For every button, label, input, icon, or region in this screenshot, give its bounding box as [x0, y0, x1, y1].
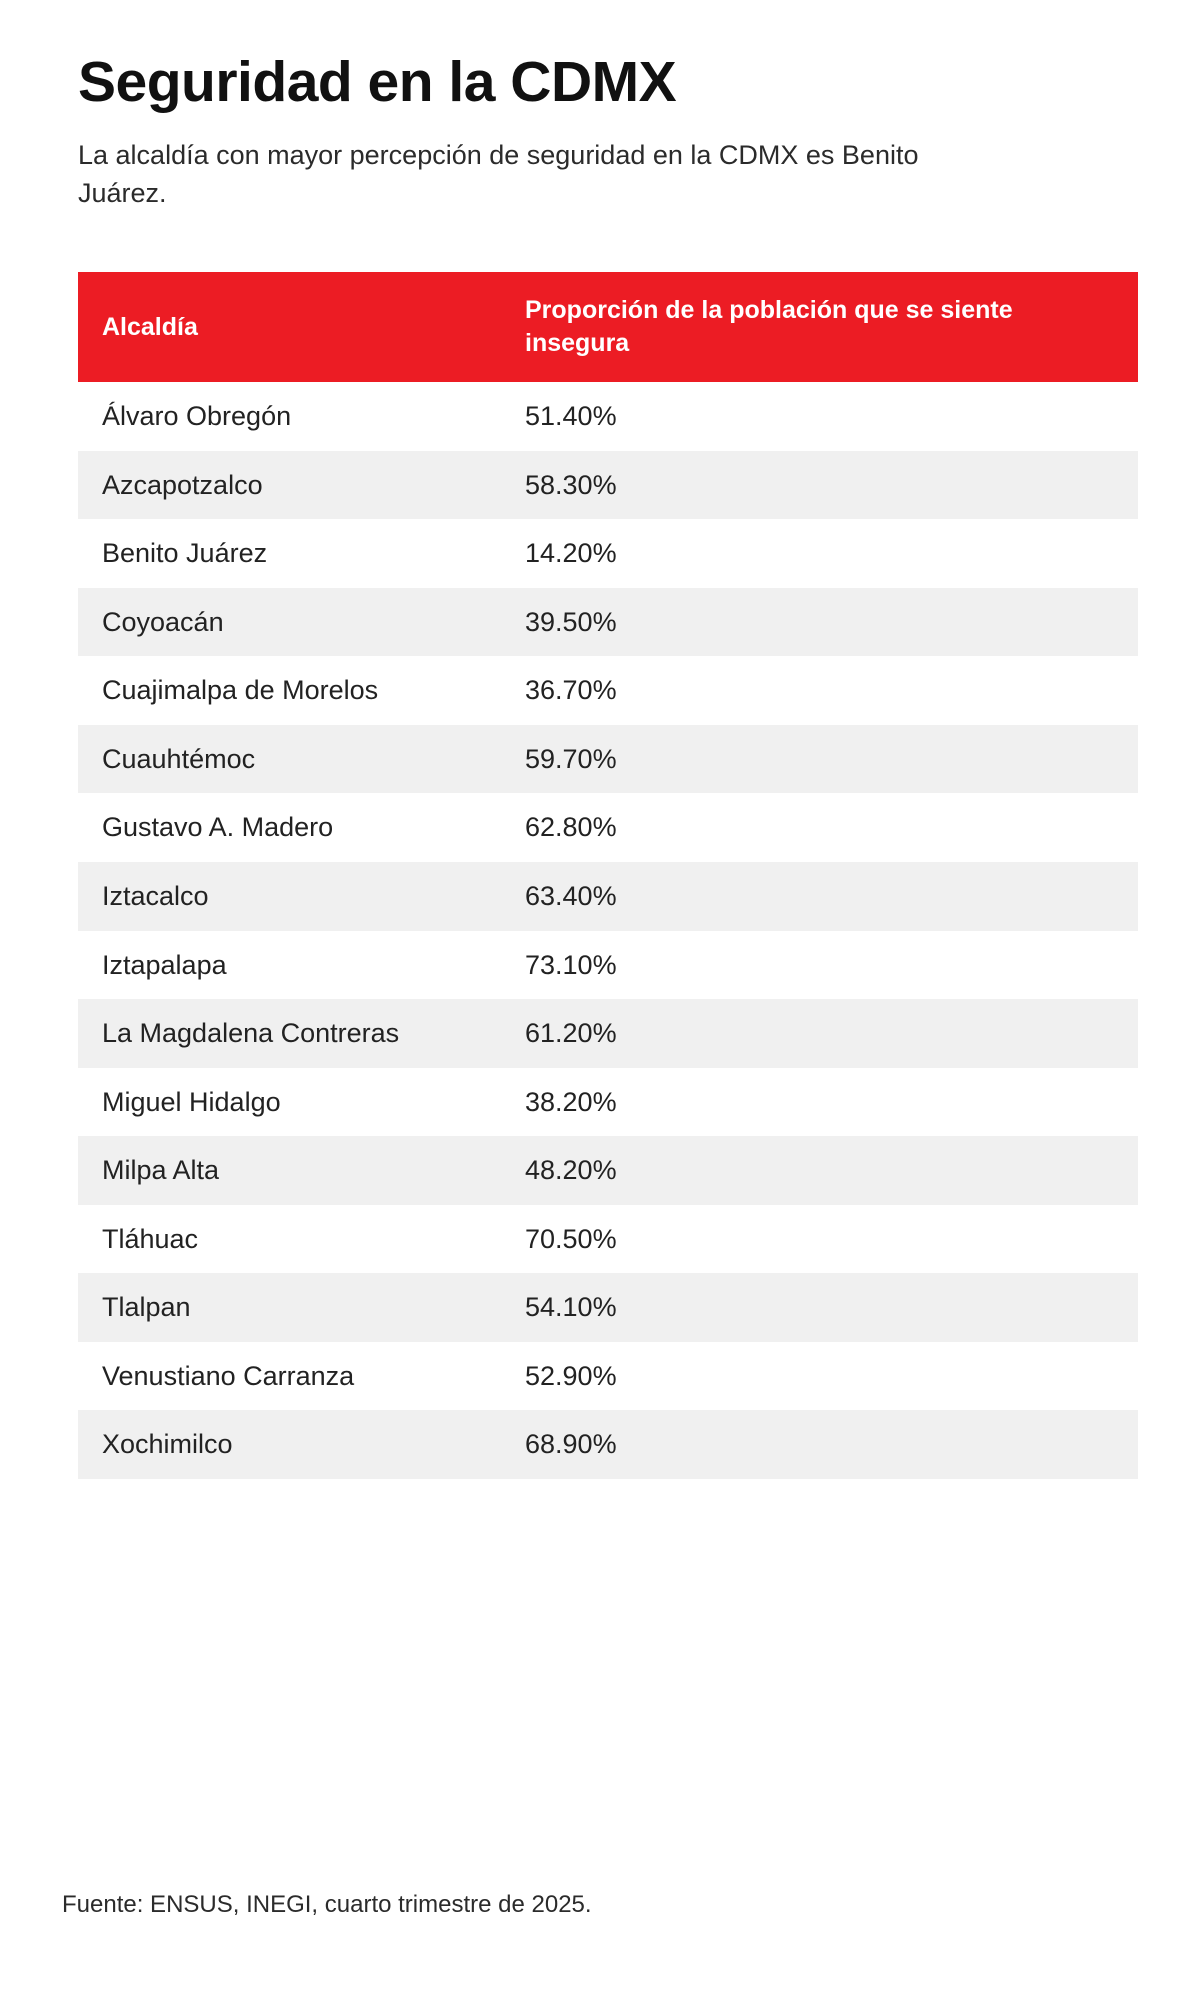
- cell-alcaldia: Cuauhtémoc: [78, 725, 501, 794]
- cell-alcaldia: Iztacalco: [78, 862, 501, 931]
- cell-proporcion: 63.40%: [501, 862, 1138, 931]
- cell-alcaldia: Tláhuac: [78, 1205, 501, 1274]
- page-subtitle: La alcaldía con mayor percepción de seguridad en la CDMX es Benito Juárez.: [78, 139, 919, 208]
- cell-proporcion: 61.20%: [501, 999, 1138, 1068]
- cell-proporcion: 14.20%: [501, 519, 1138, 588]
- column-header-alcaldia: Alcaldía: [78, 272, 501, 382]
- table-row: [78, 725, 1138, 794]
- table-row: [78, 1205, 1138, 1274]
- cell-proporcion: 70.50%: [501, 1205, 1138, 1274]
- table-row: [78, 1273, 1138, 1342]
- table-row: [78, 1068, 1138, 1137]
- cell-proporcion: 36.70%: [501, 656, 1138, 725]
- cell-proporcion: 54.10%: [501, 1273, 1138, 1342]
- security-perception-table: [78, 272, 1138, 1479]
- table-row: [78, 999, 1138, 1068]
- cell-proporcion: 39.50%: [501, 588, 1138, 657]
- table-row: [78, 1342, 1138, 1411]
- cell-proporcion: 51.40%: [501, 382, 1138, 451]
- data-table-container: [78, 272, 1130, 1479]
- cell-alcaldia: Cuajimalpa de Morelos: [78, 656, 501, 725]
- table-row: [78, 519, 1138, 588]
- cell-alcaldia: Miguel Hidalgo: [78, 1068, 501, 1137]
- cell-alcaldia: Milpa Alta: [78, 1136, 501, 1205]
- cell-alcaldia: Iztapalapa: [78, 931, 501, 1000]
- table-row: [78, 1410, 1138, 1479]
- cell-alcaldia: Venustiano Carranza: [78, 1342, 501, 1411]
- cell-alcaldia: La Magdalena Contreras: [78, 999, 501, 1068]
- cell-proporcion: 68.90%: [501, 1410, 1138, 1479]
- table-row: [78, 656, 1138, 725]
- cell-proporcion: 38.20%: [501, 1068, 1138, 1137]
- cell-proporcion: 62.80%: [501, 793, 1138, 862]
- cell-alcaldia: Coyoacán: [78, 588, 501, 657]
- cell-alcaldia: Gustavo A. Madero: [78, 793, 501, 862]
- table-row: [78, 793, 1138, 862]
- table-row: [78, 931, 1138, 1000]
- table-header: [78, 272, 1138, 382]
- cell-alcaldia: Benito Juárez: [78, 519, 501, 588]
- cell-proporcion: 48.20%: [501, 1136, 1138, 1205]
- table-row: [78, 862, 1138, 931]
- table-body: [78, 382, 1138, 1479]
- page-title: Seguridad en la CDMX: [78, 50, 677, 114]
- cell-alcaldia: Álvaro Obregón: [78, 382, 501, 451]
- cell-alcaldia: Xochimilco: [78, 1410, 501, 1479]
- cell-alcaldia: Tlalpan: [78, 1273, 501, 1342]
- table-row: [78, 451, 1138, 520]
- cell-proporcion: 59.70%: [501, 725, 1138, 794]
- column-header-proporcion: Proporción de la población que se siente insegura: [501, 272, 1138, 382]
- cell-proporcion: 73.10%: [501, 931, 1138, 1000]
- cell-alcaldia: Azcapotzalco: [78, 451, 501, 520]
- table-row: [78, 382, 1138, 451]
- cell-proporcion: 52.90%: [501, 1342, 1138, 1411]
- table-header-row: [78, 272, 1138, 382]
- table-row: [78, 588, 1138, 657]
- table-row: [78, 1136, 1138, 1205]
- cell-proporcion: 58.30%: [501, 451, 1138, 520]
- source-note: Fuente: ENSUS, INEGI, cuarto trimestre de 2025.: [62, 1891, 592, 1918]
